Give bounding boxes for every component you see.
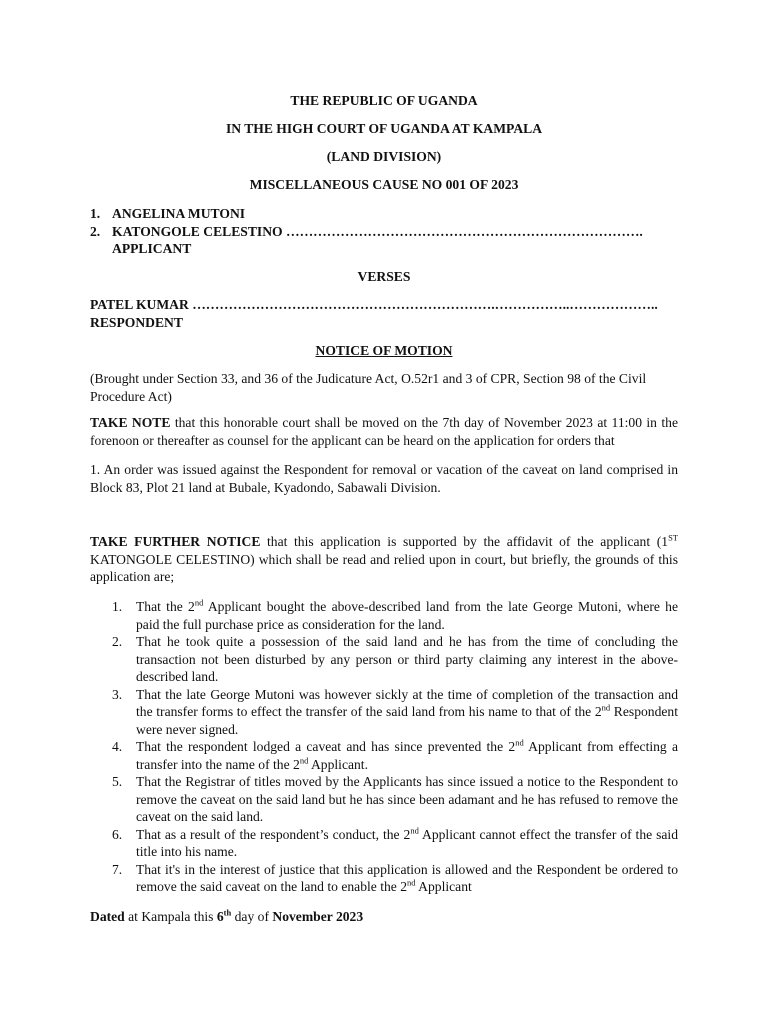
brought-under-paragraph: (Brought under Section 33, and 36 of the Judicature Act, O.52r1 and 3 of CPR, Section 98 of the Civil Procedure Act) bbox=[90, 371, 647, 404]
notice-title: NOTICE OF MOTION bbox=[315, 343, 453, 358]
applicant-1: 1. ANGELINA MUTONI bbox=[90, 206, 246, 221]
parties-respondent bbox=[90, 296, 678, 331]
applicant-label: APPLICANT bbox=[112, 241, 192, 256]
dated-line: Dated at Kampala this 6th day of November 2023 bbox=[90, 907, 364, 924]
ground-item: 7. That it's in the interest of justice that this application is allowed and the Respondent be ordered to remove the said caveat on the land to enable the 2nd Applicant bbox=[112, 861, 678, 894]
parties-applicants bbox=[90, 205, 678, 258]
ground-item: 1. That the 2nd Applicant bought the above-described land from the late George Mutoni, where he paid the full purchase price as consideration for the land. bbox=[112, 597, 678, 632]
applicant-2: 2. KATONGOLE CELESTINO ……………………………………………………………………. bbox=[90, 223, 643, 239]
order-1-paragraph: 1. An order was issued against the Respondent for removal or vacation of the caveat on land comprised in Block 83, Plot 21 land at Bubale, Kyadondo, Sabawali Division. bbox=[90, 462, 678, 495]
ground-item: 6. That as a result of the respondent’s conduct, the 2nd Applicant cannot effect the transfer of the said title into his name. bbox=[112, 824, 678, 859]
heading-cause-number: MISCELLANEOUS CAUSE NO 001 OF 2023 bbox=[249, 177, 519, 192]
ground-item: 5. That the Registrar of titles moved by the Applicants has since issued a notice to the Respondent to remove the caveat on the said land but he has since been adamant and he has refused to remove the caveat on the said land. bbox=[112, 774, 678, 824]
ground-item: 2. That he took quite a possession of the said land and he has from the time of concluding the transaction not been disturbed by any person or third party claiming any interest in the above-described land. bbox=[112, 634, 678, 684]
heading-division: (LAND DIVISION) bbox=[326, 149, 442, 164]
ground-item: 3. That the late George Mutoni was however sickly at the time of completion of the transaction and the transfer forms to effect the transfer of the said land from his name to that of the 2nd Respondent were never signed. bbox=[112, 686, 678, 737]
grounds-list bbox=[90, 598, 678, 896]
respondent-name: PATEL KUMAR ………………………………………………………….……………..……………….. bbox=[90, 297, 658, 312]
take-note-paragraph: TAKE NOTE that this honorable court shall be moved on the 7th day of November 2023 at 11:00 in the forenoon or thereafter as counsel for the applicant can be heard on the application for orders that bbox=[90, 415, 678, 448]
take-further-notice-paragraph: TAKE FURTHER NOTICE that this application is supported by the affidavit of the applicant (1ST KATONGOLE CELESTINO) which shall be read and relied upon in court, but briefly, the grounds of this application are; bbox=[90, 532, 678, 584]
heading-court: IN THE HIGH COURT OF UGANDA AT KAMPALA bbox=[225, 121, 543, 136]
heading-republic: THE REPUBLIC OF UGANDA bbox=[290, 93, 478, 108]
ground-item: 4. That the respondent lodged a caveat and has since prevented the 2nd Applicant from effecting a transfer into the name of the 2nd Applicant. bbox=[112, 737, 678, 772]
verses-heading: VERSES bbox=[357, 269, 411, 284]
respondent-label: RESPONDENT bbox=[90, 314, 183, 330]
